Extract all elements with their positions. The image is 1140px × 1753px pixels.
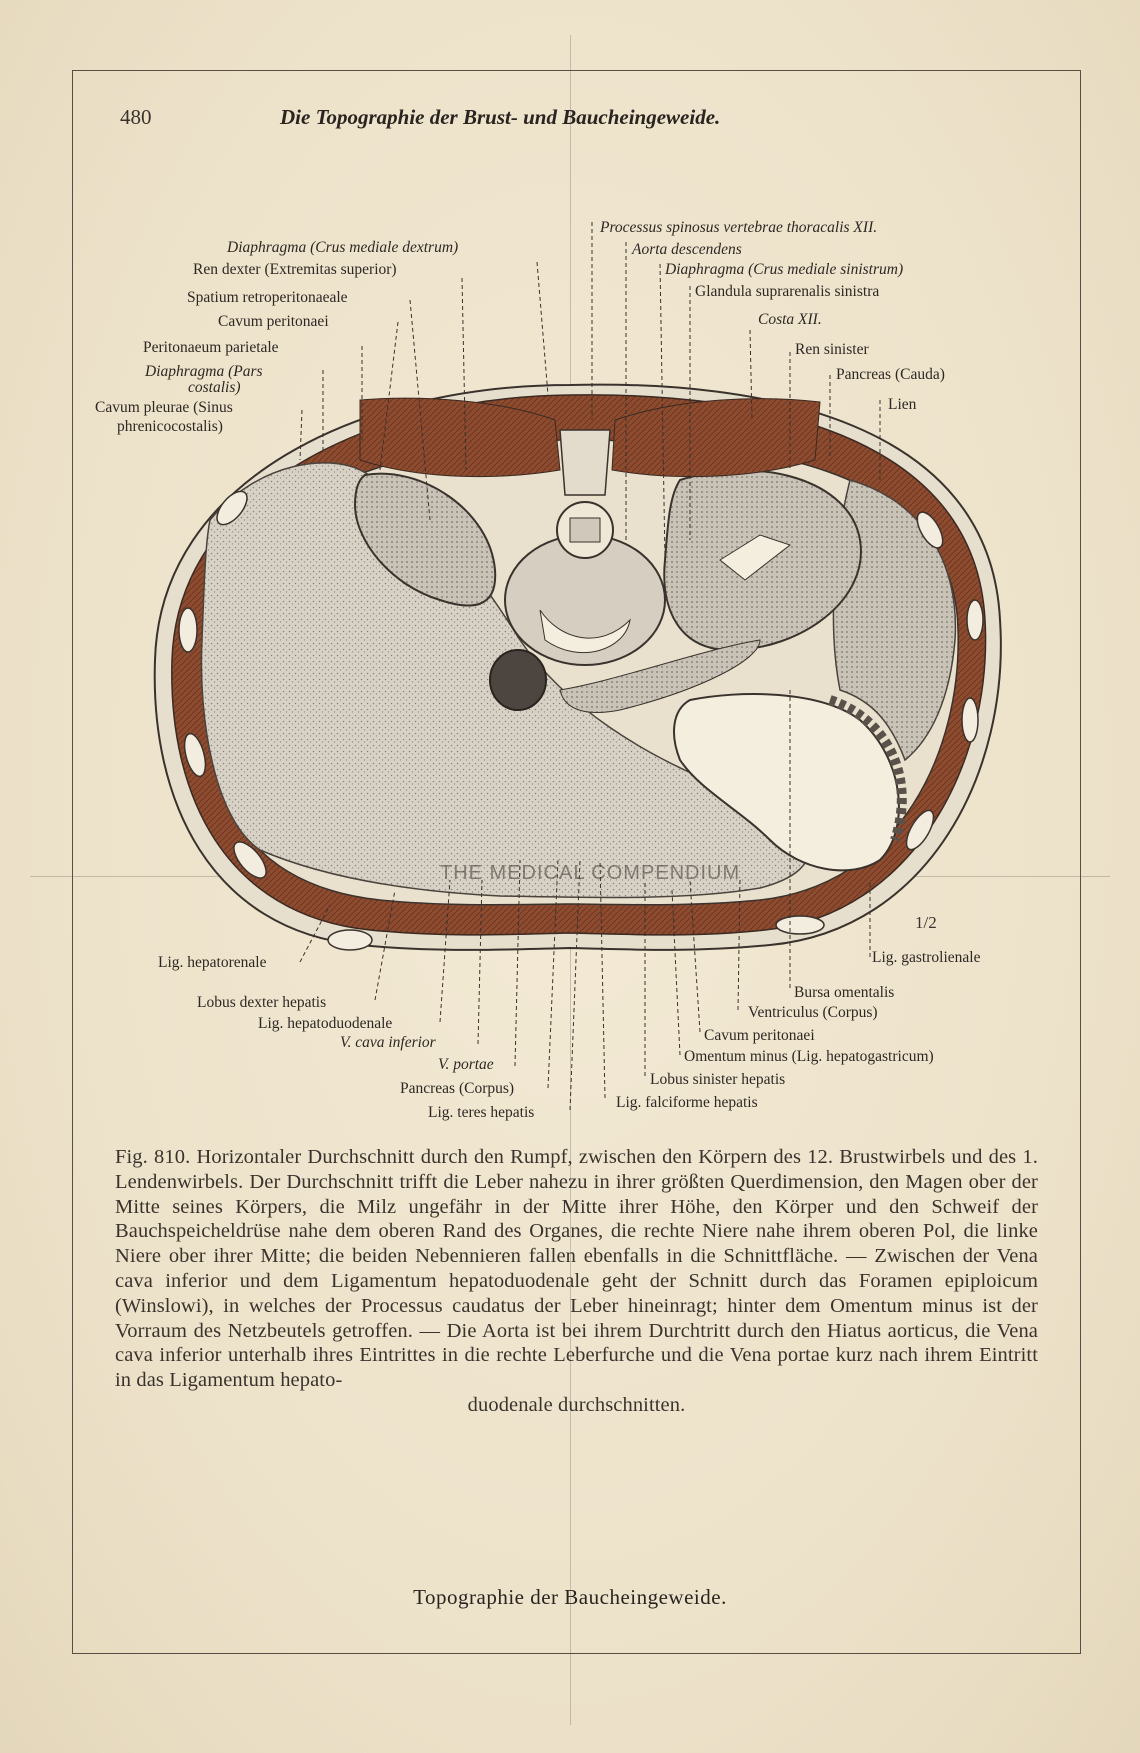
- label-costa-xii: Costa XII.: [758, 311, 822, 328]
- label-lien: Lien: [888, 396, 917, 413]
- label-ventriculus-corpus: Ventriculus (Corpus): [748, 1004, 878, 1021]
- label-lobus-sinister-hepatis: Lobus sinister hepatis: [650, 1071, 786, 1088]
- running-head: Die Topographie der Brust- und Baucheingeweide.: [280, 105, 721, 129]
- label-glandula-suprarenalis: Glandula suprarenalis sinistra: [695, 283, 880, 300]
- spinous-process: [560, 430, 610, 495]
- label-costalis: costalis): [188, 379, 241, 396]
- label-lig-falciforme-hepatis: Lig. falciforme hepatis: [616, 1094, 758, 1111]
- label-lig-teres-hepatis: Lig. teres hepatis: [428, 1104, 535, 1121]
- label-v-portae: V. portae: [438, 1056, 494, 1073]
- aorta: [490, 650, 546, 710]
- label-cavum-peritonaei-right: Cavum peritonaei: [704, 1027, 815, 1044]
- label-pancreas-cauda: Pancreas (Cauda): [836, 366, 945, 383]
- label-diaphragma-crus-sinistrum: Diaphragma (Crus mediale sinistrum): [665, 261, 904, 278]
- label-lig-hepatorenale: Lig. hepatorenale: [158, 954, 267, 971]
- label-ren-dexter: Ren dexter (Extremitas superior): [193, 261, 397, 278]
- label-lobus-dexter-hepatis: Lobus dexter hepatis: [197, 994, 327, 1011]
- label-cavum-pleurae: Cavum pleurae (Sinus: [95, 399, 233, 416]
- label-spatium-retroperitonaeale: Spatium retroperitonaeale: [187, 289, 348, 306]
- caption-last-line: duodenale durchschnitten.: [467, 1393, 686, 1416]
- label-lig-gastrolienale: Lig. gastrolienale: [872, 949, 981, 966]
- label-v-cava-inferior: V. cava inferior: [340, 1034, 436, 1051]
- label-diaphragma-pars: Diaphragma (Pars: [145, 363, 263, 380]
- label-cavum-peritonaei-left: Cavum peritonaei: [218, 313, 329, 330]
- label-pancreas-corpus: Pancreas (Corpus): [400, 1080, 515, 1097]
- label-peritonaeum-parietale: Peritonaeum parietale: [143, 339, 279, 356]
- plate-title: Topographie der Baucheingeweide.: [413, 1585, 727, 1609]
- label-bursa-omentalis: Bursa omentalis: [794, 984, 895, 1001]
- page-number: 480: [120, 105, 152, 129]
- label-ren-sinister: Ren sinister: [795, 341, 869, 358]
- watermark: THE MEDICAL COMPENDIUM: [440, 862, 741, 884]
- figure-caption: [115, 1145, 1038, 1418]
- scale-mark: 1/2: [915, 913, 937, 932]
- label-diaphragma-crus-dextrum: Diaphragma (Crus mediale dextrum): [227, 239, 459, 256]
- label-phrenicocostalis: phrenicocostalis): [117, 418, 223, 435]
- label-processus-spinosus: Processus spinosus vertebrae thoracalis XII.: [600, 219, 878, 236]
- caption-text: Fig. 810. Horizontaler Durchschnitt durch den Rumpf, zwischen den Körpern des 12. Brustwirbels und des 1. Lendenwirbels. Der Durchschnitt trifft die Leber nahezu in ihrer größten Querdimension, den Magen ober der Mitte seines Körpers, die Milz ungefähr in der Mitte ihrer Höhe, den Körper und den Schweif der Bauchspeicheldrüse nahe dem oberen Rand des Organes, die rechte Niere nahe ihrem oberen Pol, die linke Niere ober ihrer Mitte; die beiden Nebennieren fallen ebenfalls in die Schnittfläche. — Zwischen der Vena cava inferior und dem Ligamentum hepatoduodenale geht der Schnitt durch das Foramen epiploicum (Winslowi), in welches der Processus caudatus der Leber hineinragt; hinter dem Omentum minus ist der Vorraum des Netzbeutels getroffen. — Die Aorta ist bei ihrem Durchtritt durch den Hiatus aorticus, die Vena cava inferior unterhalb ihres Eintrittes in die rechte Leberfurche und die Vena portae kurz nach ihrem Eintritt in das Ligamentum hepato-: [115, 1146, 1038, 1392]
- label-aorta-descendens: Aorta descendens: [632, 241, 742, 258]
- label-lig-hepatoduodenale: Lig. hepatoduodenale: [258, 1015, 393, 1032]
- label-omentum-minus: Omentum minus (Lig. hepatogastricum): [684, 1048, 934, 1065]
